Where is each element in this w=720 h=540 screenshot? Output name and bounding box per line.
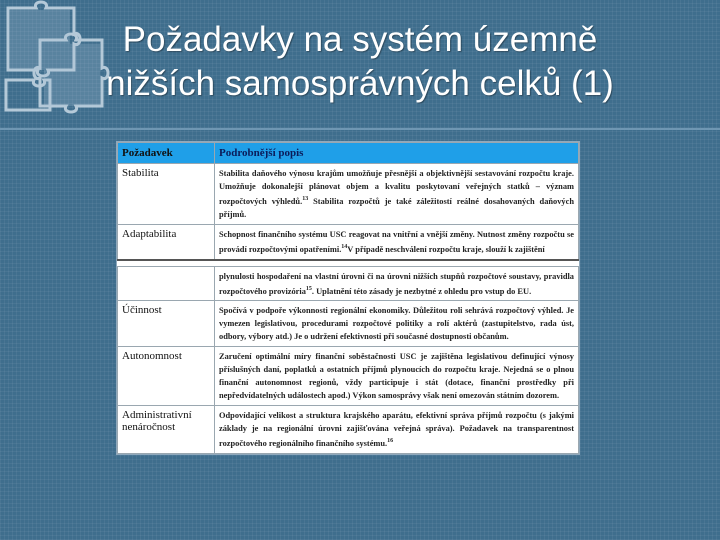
title-divider xyxy=(0,128,720,130)
header-description: Podrobnější popis xyxy=(215,143,579,164)
table-row xyxy=(118,301,579,347)
slide-title xyxy=(0,18,720,106)
table-row xyxy=(118,406,579,454)
row-label: Autonomnost xyxy=(118,347,215,406)
slide-title-line-2: nižších samosprávných celků (1) xyxy=(106,64,614,103)
row-description: plynulosti hospodaření na vlastní úrovni či na úrovni nižších stupňů rozpočtové soustavy, pravidla rozpočtového provizória$^{15}$. Uplatnění této zásady je nezbytné z ohledu pro vstup do EU. xyxy=(215,266,579,301)
requirements-table xyxy=(116,141,580,455)
row-label: Stabilita xyxy=(118,164,215,225)
header-requirement: Požadavek xyxy=(118,143,215,164)
row-description: Odpovídající velikost a struktura krajského aparátu, efektivní správa příjmů rozpočtu (s jakými základy je na regionální úrovni zajišťována veřejná správa). Požadavek na transparentnost rozpočtového regionálního finančního systému.$^{16}$ xyxy=(215,406,579,454)
table-row xyxy=(118,224,579,259)
row-label: Účinnost xyxy=(118,301,215,347)
row-label xyxy=(118,266,215,301)
table-row xyxy=(118,164,579,225)
slide-title-line-1: Požadavky na systém územně xyxy=(122,20,598,59)
table-header-row xyxy=(118,143,579,164)
row-description: Zaručení optimální míry finanční soběstačnosti USC je zajištěna legislativou definující výnosy příslušných daní, poplatků a ostatních příjmů plynoucích do rozpočtu kraje. Nejedná se o plnou finanční autonomnost regionů, vždy participuje i stát (dotace, finanční prostředky při nepředvídatelných událostech apod.) Výkon samosprávy však není omezován státním dozorem. xyxy=(215,347,579,406)
row-label: Administrativní nenáročnost xyxy=(118,406,215,454)
table-row xyxy=(118,266,579,301)
row-description: Spočívá v podpoře výkonnosti regionální ekonomiky. Důležitou roli sehrává rozpočtový výhled. Je vymezen legislativou, procedurami rozpočtové politiky a rolí aktérů (zastupitelstvo, rada úst, odbory, výbory atd.) Je o udržení efektivnosti při současné dostupnosti občanům. xyxy=(215,301,579,347)
row-description: Schopnost finančního systému USC reagovat na vnitřní a vnější změny. Nutnost změny rozpočtu se provádí rozpočtovými opatřeními.$^{14}$V případě neschválení rozpočtu kraje, slouží k zajištění xyxy=(215,224,579,259)
row-label: Adaptabilita xyxy=(118,224,215,259)
table-row xyxy=(118,347,579,406)
row-description: Stabilita daňového výnosu krajům umožňuje přesnější a objektivnější sestavování rozpočtu kraje. Umožňuje dokonalejší plánovat objem a kvalitu poskytovaní veřejných statků – význam rozpočtových výhledů.$^{13}$ Stabilita rozpočtů je také záležitostí reálné dosahovaných daňových příjmů. xyxy=(215,164,579,225)
